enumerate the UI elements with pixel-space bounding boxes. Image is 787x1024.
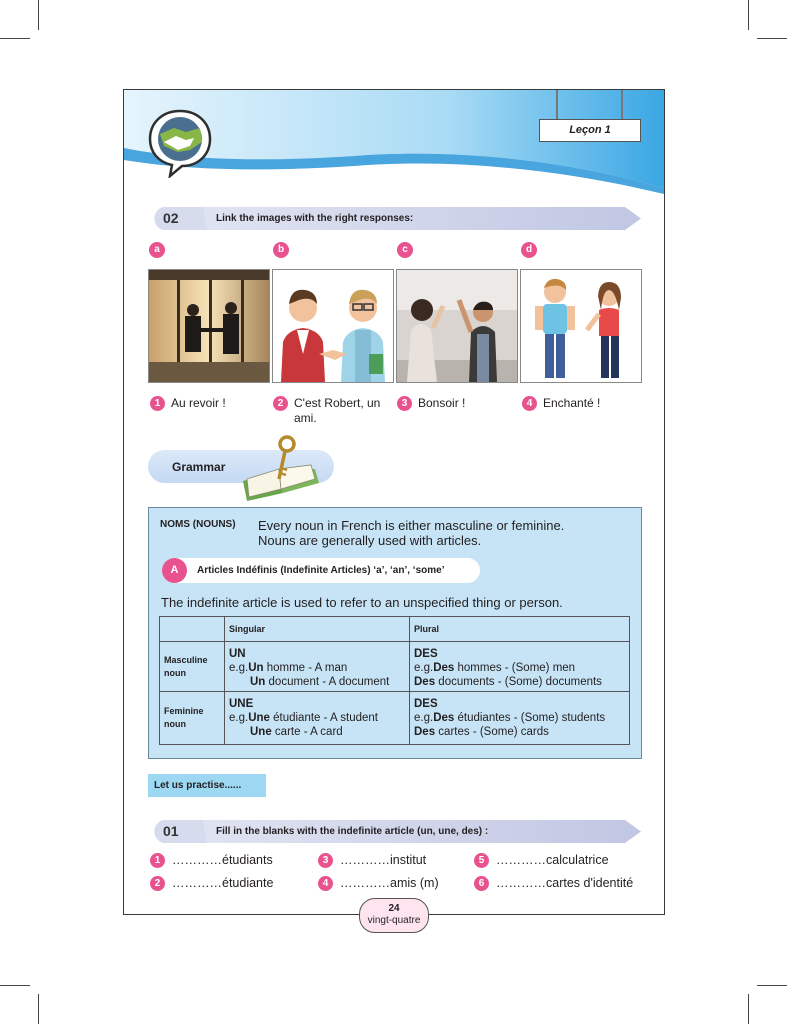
tag-string xyxy=(621,90,623,119)
fill-item-6[interactable]: …………cartes d'identité xyxy=(496,876,634,890)
article-word: Une xyxy=(248,712,270,724)
eg-prefix: e.g. xyxy=(229,712,249,724)
row-label-text: noun xyxy=(164,719,186,729)
articles-heading xyxy=(162,558,480,583)
article-title: UN xyxy=(229,648,246,660)
fill-number-2: 2 xyxy=(150,876,165,891)
table-row-masculine xyxy=(160,642,630,692)
exercise-number: 01 xyxy=(163,823,179,839)
article-title: UNE xyxy=(229,698,254,710)
article-word: Une xyxy=(250,726,272,738)
page-number-badge xyxy=(359,898,429,933)
handshake-icon xyxy=(146,108,214,178)
exercise-instruction: Link the images with the right responses: xyxy=(216,213,414,224)
crop-mark xyxy=(748,994,749,1024)
grammar-box xyxy=(148,507,642,759)
eg-prefix: e.g. xyxy=(229,662,249,674)
fill-item-2[interactable]: …………étudiante xyxy=(172,876,274,890)
grammar-label: Grammar xyxy=(172,460,226,474)
articles-table xyxy=(159,616,630,745)
article-word: Des xyxy=(433,712,455,724)
textbook-page xyxy=(123,89,665,915)
exercise-instruction: Fill in the blanks with the indefinite article (un, une, des) : xyxy=(216,826,489,837)
cell-feminine-plural xyxy=(410,692,630,745)
photo-a-business-handshake xyxy=(148,269,270,383)
table-header-cell: Plural xyxy=(410,617,630,642)
response-text-1: Au revoir ! xyxy=(171,396,226,410)
crop-mark xyxy=(748,0,749,30)
lesson-tag: Leçon 1 xyxy=(539,119,641,142)
page-number: 24 xyxy=(388,903,400,914)
image-letter-a: a xyxy=(149,242,165,258)
crop-mark xyxy=(0,38,30,39)
example-text: hommes - (Some) men xyxy=(454,662,576,674)
fill-number-4: 4 xyxy=(318,876,333,891)
response-number-2: 2 xyxy=(273,396,288,411)
tag-string xyxy=(556,90,558,119)
row-label-feminine xyxy=(160,692,225,745)
fill-item-4[interactable]: …………amis (m) xyxy=(340,876,439,890)
photo-c-waving xyxy=(396,269,518,383)
image-letter-c: c xyxy=(397,242,413,258)
crop-mark xyxy=(38,0,39,30)
response-number-4: 4 xyxy=(522,396,537,411)
example-text: étudiantes - (Some) students xyxy=(454,712,606,724)
crop-mark xyxy=(757,985,787,986)
cell-feminine-singular xyxy=(225,692,410,745)
book-key-icon xyxy=(239,435,325,505)
row-label-text: Feminine xyxy=(164,706,204,716)
noms-explanation xyxy=(258,518,564,548)
row-label-masculine xyxy=(160,642,225,692)
exercise-header-02 xyxy=(151,207,641,230)
row-label-text: noun xyxy=(164,667,186,678)
crop-mark xyxy=(757,38,787,39)
articles-title: Articles Indéfinis (Indefinite Articles) ‘a’, ‘an’, ‘some’ xyxy=(197,565,445,576)
example-text: carte - A card xyxy=(271,726,343,738)
response-text-3: Bonsoir ! xyxy=(418,396,466,410)
cell-masculine-singular xyxy=(225,642,410,692)
eg-prefix: e.g. xyxy=(414,712,434,724)
fill-number-5: 5 xyxy=(474,853,489,868)
fill-item-5[interactable]: …………calculatrice xyxy=(496,853,609,867)
article-title: DES xyxy=(414,648,438,660)
article-word: Des xyxy=(414,676,436,688)
example-text: homme - A man xyxy=(263,662,348,674)
noms-label: NOMS (NOUNS) xyxy=(160,519,236,530)
article-title: DES xyxy=(414,698,438,710)
article-word: Des xyxy=(433,662,455,674)
fill-number-6: 6 xyxy=(474,876,489,891)
noms-line-1: Every noun in French is either masculine or feminine. xyxy=(258,518,565,533)
example-text: document - A document xyxy=(265,676,390,688)
photo-b-cartoon-handshake xyxy=(272,269,394,383)
indefinite-explanation: The indefinite article is used to refer to an unspecified thing or person. xyxy=(161,595,563,610)
exercise-number: 02 xyxy=(163,210,179,226)
response-number-1: 1 xyxy=(150,396,165,411)
crop-mark xyxy=(38,994,39,1024)
noms-line-2: Nouns are generally used with articles. xyxy=(258,533,482,548)
table-header-row xyxy=(160,617,630,642)
page-number-words: vingt-quatre xyxy=(367,915,421,926)
article-word: Un xyxy=(250,676,266,688)
example-text: documents - (Some) documents xyxy=(435,676,602,688)
fill-item-1[interactable]: …………étudiants xyxy=(172,853,273,867)
cell-masculine-plural xyxy=(410,642,630,692)
example-text: étudiante - A student xyxy=(269,712,378,724)
response-text-4: Enchanté ! xyxy=(543,396,601,410)
row-label-text: Masculine xyxy=(164,654,208,665)
table-row-feminine xyxy=(160,692,630,745)
article-word: Des xyxy=(414,726,436,738)
crop-mark xyxy=(0,985,30,986)
image-letter-d: d xyxy=(521,242,537,258)
table-header-cell: Singular xyxy=(225,617,410,642)
response-number-3: 3 xyxy=(397,396,412,411)
fill-number-1: 1 xyxy=(150,853,165,868)
table-header-cell xyxy=(160,617,225,642)
articles-badge: A xyxy=(162,558,187,583)
example-text: cartes - (Some) cards xyxy=(435,726,549,738)
image-letter-b: b xyxy=(273,242,289,258)
photo-d-cartoon-couple xyxy=(520,269,642,383)
eg-prefix: e.g. xyxy=(414,662,434,674)
response-text-2: C'est Robert, un ami. xyxy=(294,396,381,425)
fill-item-3[interactable]: …………institut xyxy=(340,853,427,867)
exercise-header-01 xyxy=(151,820,641,843)
practise-label: Let us practise...... xyxy=(148,774,266,797)
fill-number-3: 3 xyxy=(318,853,333,868)
article-word: Un xyxy=(248,662,264,674)
